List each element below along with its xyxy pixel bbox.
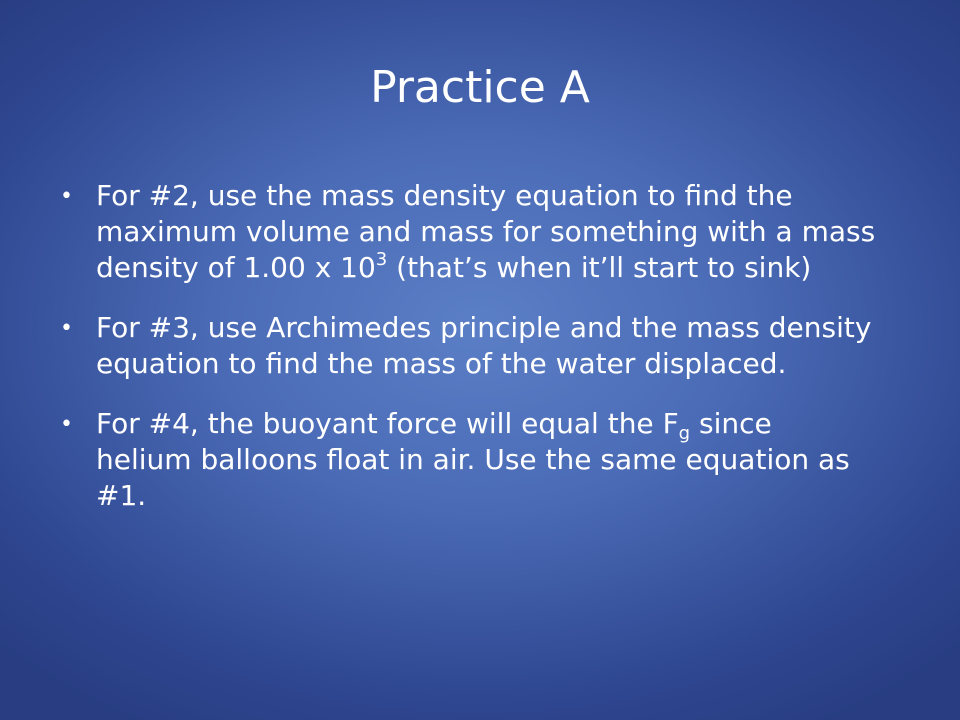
bullet-text: For #4, the buoyant force will equal the F bbox=[96, 407, 679, 440]
bullet-item bbox=[56, 178, 876, 286]
bullet-dot-icon: • bbox=[60, 412, 73, 437]
bullet-dot-icon: • bbox=[60, 184, 73, 209]
slide-title: Practice A bbox=[370, 62, 590, 113]
bullet-text: For #3, use Archimedes principle and the mass density equation to find the mass of the water displaced. bbox=[96, 311, 872, 380]
superscript-exponent: 3 bbox=[375, 249, 388, 270]
bullet-dot-icon: • bbox=[60, 316, 73, 341]
bullet-item bbox=[56, 406, 876, 514]
bullet-text-continued: (that’s when it’ll start to sink) bbox=[387, 251, 812, 284]
bullet-text-continued: since helium balloons float in air. Use the same equation as #1. bbox=[96, 407, 850, 512]
bullet-text: For #2, use the mass density equation to find the maximum volume and mass for something with a mass density of 1.00 x 10 bbox=[96, 179, 876, 284]
bullet-list bbox=[56, 178, 876, 538]
subscript-g: g bbox=[678, 423, 691, 444]
bullet-item bbox=[56, 310, 876, 382]
